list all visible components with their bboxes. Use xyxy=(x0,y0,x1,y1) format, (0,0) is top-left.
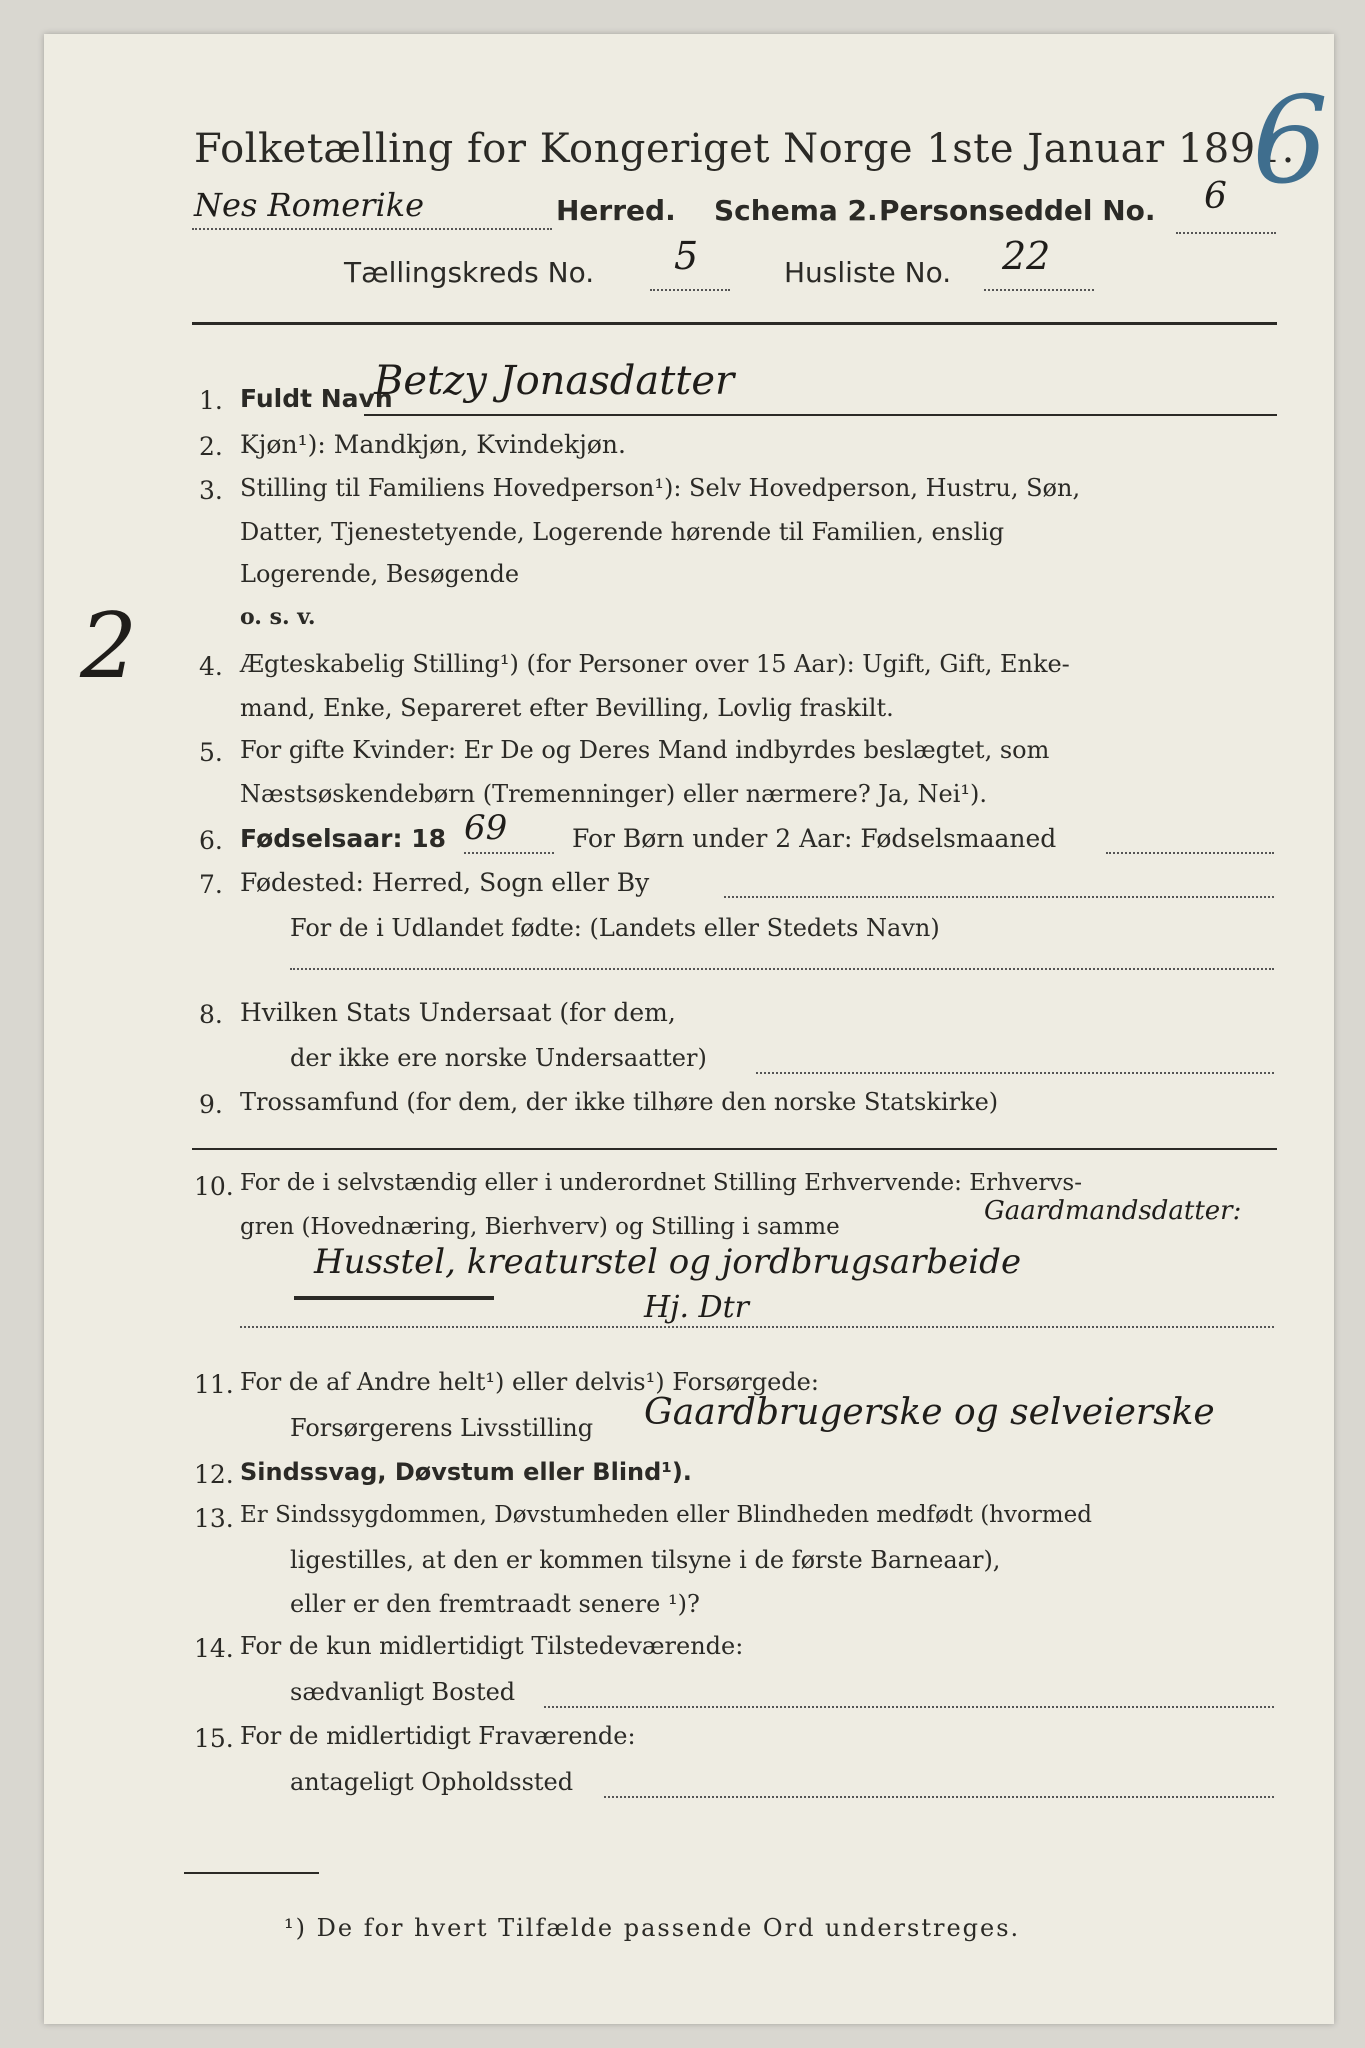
item-6-label: Fødselsaar: 18 xyxy=(240,824,446,853)
item-6-label2: For Børn under 2 Aar: Fødselsmaaned xyxy=(572,824,1057,853)
item-4-line2: mand, Enke, Separeret efter Bevilling, Lovlig fraskilt. xyxy=(240,694,894,722)
item-7-number: 7. xyxy=(199,870,223,899)
herred-name: Nes Romerike xyxy=(194,186,425,224)
item-8-number: 8. xyxy=(199,1000,223,1029)
item-3-line4: o. s. v. xyxy=(240,604,316,630)
item-10-dotline xyxy=(240,1326,1274,1328)
personseddel-number: 6 xyxy=(1204,176,1227,217)
item-15-line1: For de midlertidigt Fraværende: xyxy=(240,1722,636,1750)
item-7-dotline xyxy=(724,896,1274,898)
item-15-line2: antageligt Opholdssted xyxy=(290,1768,574,1796)
footnote: ¹) De for hvert Tilfælde passende Ord understreges. xyxy=(284,1914,1021,1942)
item-12-number: 12. xyxy=(194,1460,234,1489)
item-7-line2: For de i Udlandet fødte: (Landets eller Stedets Navn) xyxy=(290,914,940,942)
personseddel-label: Personseddel No. xyxy=(879,194,1156,227)
item-5-number: 5. xyxy=(199,738,223,767)
kreds-number: 5 xyxy=(674,234,699,278)
item-10-line2: gren (Hovednæring, Bierhverv) og Stilling i samme xyxy=(240,1214,840,1240)
item-3-line1: Stilling til Familiens Hovedperson¹): Selv Hovedperson, Hustru, Søn, xyxy=(240,474,1081,502)
full-name-value: Betzy Jonasdatter xyxy=(374,358,735,404)
item-11-line2: Forsørgerens Livsstilling xyxy=(290,1414,594,1442)
item-13-line2: ligestilles, at den er kommen tilsyne i de første Barneaar), xyxy=(290,1546,1001,1574)
husliste-label: Husliste No. xyxy=(784,256,952,289)
margin-note: 2 xyxy=(80,594,138,699)
page-mark: 6 xyxy=(1252,72,1329,211)
item-3-line2: Datter, Tjenestetyende, Logerende hørende til Familien, enslig xyxy=(240,518,1005,546)
item-12-line1: Sindssvag, Døvstum eller Blind¹). xyxy=(240,1458,692,1486)
item-1-line xyxy=(364,414,1277,416)
item-14-line2: sædvanligt Bosted xyxy=(290,1678,516,1706)
item-8-line1: Hvilken Stats Undersaat (for dem, xyxy=(240,998,676,1027)
herred-label: Herred. xyxy=(556,194,676,227)
item-7-dotline2 xyxy=(290,968,1274,970)
header-rule xyxy=(192,322,1277,325)
item-1-number: 1. xyxy=(199,386,223,415)
item-10-dash xyxy=(294,1296,494,1300)
item-9-line1: Trossamfund (for dem, der ikke tilhøre den norske Statskirke) xyxy=(240,1088,999,1116)
item-13-line3: eller er den fremtraadt senere ¹)? xyxy=(290,1590,700,1618)
husliste-dotline xyxy=(984,289,1094,291)
item-3-number: 3. xyxy=(199,476,223,505)
item-14-number: 14. xyxy=(194,1634,234,1663)
item-11-line1: For de af Andre helt¹) eller delvis¹) Forsørgede: xyxy=(240,1368,819,1396)
item-13-line1: Er Sindssygdommen, Døvstumheden eller Blindheden medfødt (hvormed xyxy=(240,1502,1092,1528)
item-6-dotline xyxy=(1106,852,1274,854)
item-8-line2: der ikke ere norske Undersaatter) xyxy=(290,1044,707,1072)
birth-year-dotline xyxy=(464,852,554,854)
occupation-value-1: Gaardmandsdatter: xyxy=(984,1196,1242,1226)
kreds-label: Tællingskreds No. xyxy=(344,256,595,289)
kreds-dotline xyxy=(650,289,730,291)
item-5-line1: For gifte Kvinder: Er De og Deres Mand indbyrdes beslægtet, som xyxy=(240,736,1050,764)
item-6-number: 6. xyxy=(199,826,223,855)
form-title: Folketælling for Kongeriget Norge 1ste Januar 1891. xyxy=(194,126,1295,172)
item-15-dotline xyxy=(604,1796,1274,1798)
item-5-line2: Næstsøskendebørn (Tremenninger) eller nærmere? Ja, Nei¹). xyxy=(240,780,987,808)
item-13-number: 13. xyxy=(194,1504,234,1533)
mid-rule xyxy=(192,1148,1277,1150)
provider-occupation-value: Gaardbrugerske og selveierske xyxy=(644,1392,1215,1433)
census-form xyxy=(44,34,1334,2024)
item-11-number: 11. xyxy=(194,1370,234,1399)
item-8-dotline xyxy=(756,1072,1274,1074)
item-3-line3: Logerende, Besøgende xyxy=(240,560,520,588)
item-1-label: Fuldt Navn xyxy=(240,384,393,413)
item-10-line1: For de i selvstændig eller i underordnet Stilling Erhvervende: Erhvervs- xyxy=(240,1170,1082,1196)
occupation-value-3: Hj. Dtr xyxy=(644,1290,749,1325)
birth-year-value: 69 xyxy=(464,808,508,848)
item-2-number: 2. xyxy=(199,432,223,461)
item-4-line1: Ægteskabelig Stilling¹) (for Personer over 15 Aar): Ugift, Gift, Enke- xyxy=(240,650,1070,678)
schema-label: Schema 2. xyxy=(714,194,878,227)
husliste-number: 22 xyxy=(1002,234,1051,278)
item-14-dotline xyxy=(544,1706,1274,1708)
item-4-number: 4. xyxy=(199,652,223,681)
item-2-text: Kjøn¹): Mandkjøn, Kvindekjøn. xyxy=(240,430,626,459)
herred-dotline xyxy=(192,228,552,230)
personseddel-dotline xyxy=(1176,232,1276,234)
item-10-number: 10. xyxy=(194,1172,234,1201)
occupation-value-2: Husstel, kreaturstel og jordbrugsarbeide xyxy=(314,1242,1022,1282)
item-15-number: 15. xyxy=(194,1724,234,1753)
item-14-line1: For de kun midlertidigt Tilstedeværende: xyxy=(240,1632,744,1660)
footnote-rule xyxy=(184,1872,319,1874)
item-7-line1: Fødested: Herred, Sogn eller By xyxy=(240,868,650,897)
item-9-number: 9. xyxy=(199,1090,223,1119)
